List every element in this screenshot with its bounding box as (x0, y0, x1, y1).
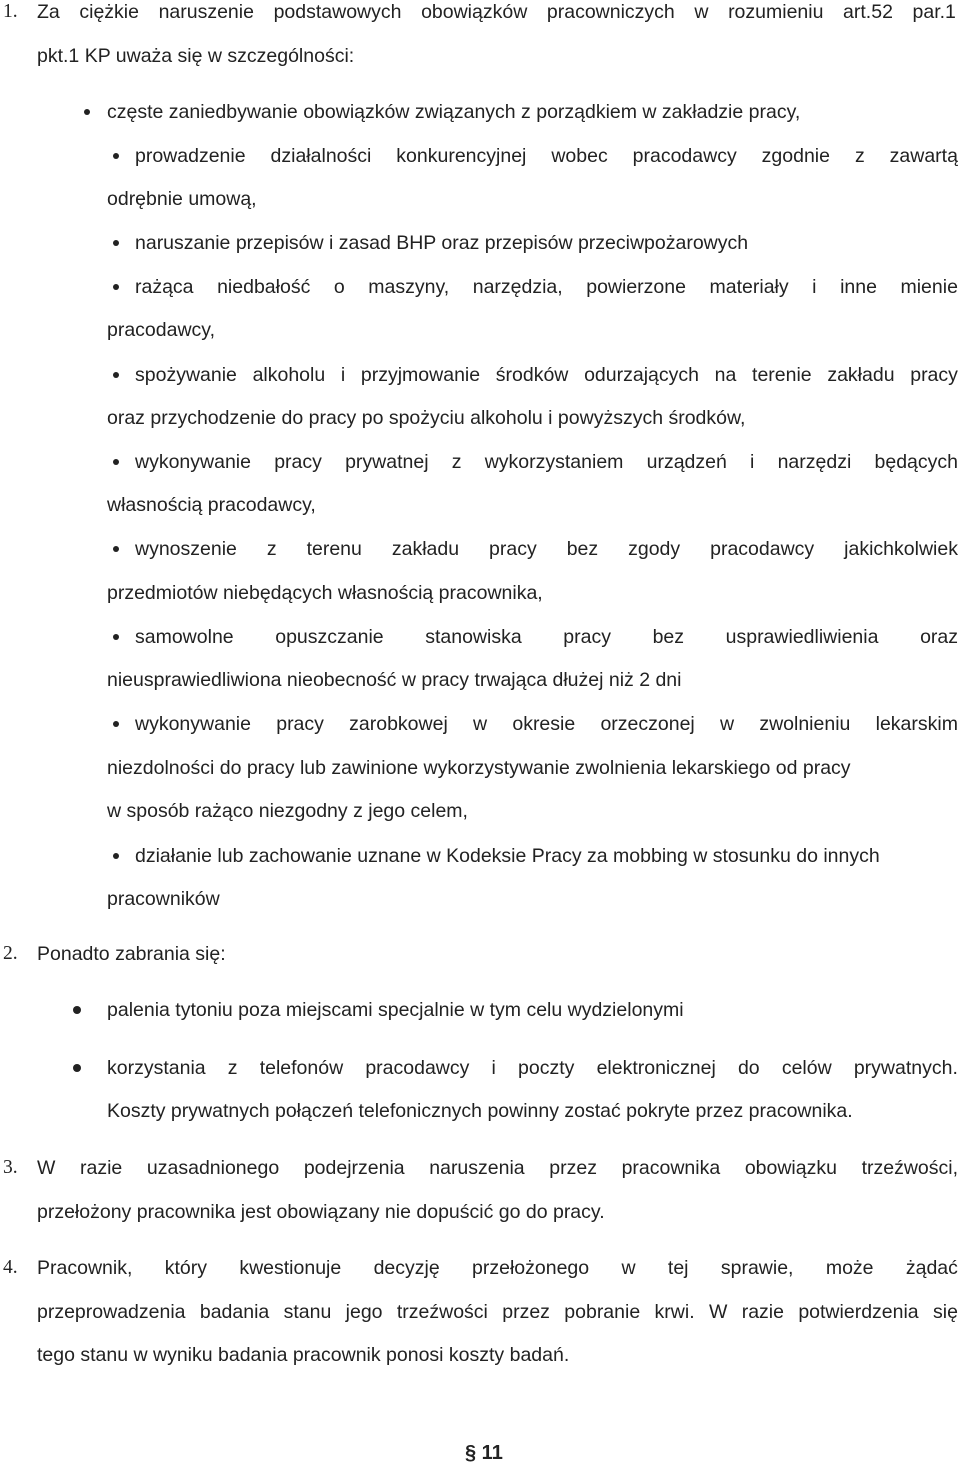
section-intro-line: pkt.1 KP uważa się w szczególności: (37, 45, 355, 67)
list-item-line: własnością pracodawcy, (107, 494, 316, 516)
list-item-line: Koszty prywatnych połączeń telefonicznych powinny zostać pokryte przez pracownika. (107, 1100, 853, 1122)
bullet-icon (84, 109, 90, 115)
section-number: 4. (3, 1257, 18, 1278)
list-item-line: naruszanie przepisów i zasad BHP oraz przepisów przeciwpożarowych (135, 232, 749, 254)
bullet-icon (113, 153, 119, 159)
bullet-icon (113, 721, 119, 727)
bullet-icon (113, 546, 119, 552)
section-number: 1. (3, 1, 18, 22)
page-number: § 11 (465, 1442, 503, 1464)
list-item-line: częste zaniedbywanie obowiązków związanych z porządkiem w zakładzie pracy, (107, 101, 801, 123)
section-number: 3. (3, 1157, 18, 1178)
section-intro-line: Za ciężkie naruszenie podstawowych obowiązków pracowniczych w rozumieniu art.52 par.1 (37, 1, 956, 23)
bullet-icon (73, 1064, 81, 1072)
section-intro-line: tego stanu w wyniku badania pracownik ponosi koszty badań. (37, 1344, 570, 1366)
list-item-line: wykonywanie pracy zarobkowej w okresie orzeczonej w zwolnieniu lekarskim (135, 713, 958, 735)
list-item-line: przedmiotów niebędących własnością pracownika, (107, 582, 543, 604)
bullet-icon (113, 240, 119, 246)
list-item-line: w sposób rażąco niezgodny z jego celem, (107, 800, 468, 822)
section-intro-line: W razie uzasadnionego podejrzenia naruszenia przez pracownika obowiązku trzeźwości, (37, 1157, 958, 1179)
list-item-line: samowolne opuszczanie stanowiska pracy bez usprawiedliwienia oraz (135, 626, 958, 648)
list-item-line: rażąca niedbałość o maszyny, narzędzia, powierzone materiały i inne mienie (135, 276, 958, 298)
bullet-icon (113, 459, 119, 465)
section-number: 2. (3, 943, 18, 964)
bullet-icon (113, 372, 119, 378)
list-item-line: nieusprawiedliwiona nieobecność w pracy trwająca dłużej niż 2 dni (107, 669, 682, 691)
bullet-icon (73, 1006, 81, 1014)
list-item-line: pracowników (107, 888, 220, 910)
section-intro-line: Pracownik, który kwestionuje decyzję przełożonego w tej sprawie, może żądać (37, 1257, 958, 1279)
section-intro-line: Ponadto zabrania się: (37, 943, 226, 965)
list-item-line: spożywanie alkoholu i przyjmowanie środków odurzających na terenie zakładu pracy (135, 364, 958, 386)
list-item-line: działanie lub zachowanie uznane w Kodeksie Pracy za mobbing w stosunku do innych (135, 845, 880, 867)
list-item-line: pracodawcy, (107, 319, 216, 341)
list-item-line: oraz przychodzenie do pracy po spożyciu alkoholu i powyższych środków, (107, 407, 746, 429)
list-item-line: wynoszenie z terenu zakładu pracy bez zgody pracodawcy jakichkolwiek (135, 538, 958, 560)
list-item-line: odrębnie umową, (107, 188, 257, 210)
list-item-line: prowadzenie działalności konkurencyjnej wobec pracodawcy zgodnie z zawartą (135, 145, 958, 167)
list-item-line: niezdolności do pracy lub zawinione wykorzystywanie zwolnienia lekarskiego od pracy (107, 757, 851, 779)
list-item-line: wykonywanie pracy prywatnej z wykorzystaniem urządzeń i narzędzi będących (135, 451, 958, 473)
bullet-icon (113, 853, 119, 859)
section-intro-line: przeprowadzenia badania stanu jego trzeźwości przez pobranie krwi. W razie potwierdzenia się (37, 1301, 958, 1323)
bullet-icon (113, 634, 119, 640)
list-item-line: palenia tytoniu poza miejscami specjalnie w tym celu wydzielonymi (107, 999, 684, 1021)
bullet-icon (113, 284, 119, 290)
section-intro-line: przełożony pracownika jest obowiązany nie dopuścić go do pracy. (37, 1201, 605, 1223)
list-item-line: korzystania z telefonów pracodawcy i poczty elektronicznej do celów prywatnych. (107, 1057, 958, 1079)
